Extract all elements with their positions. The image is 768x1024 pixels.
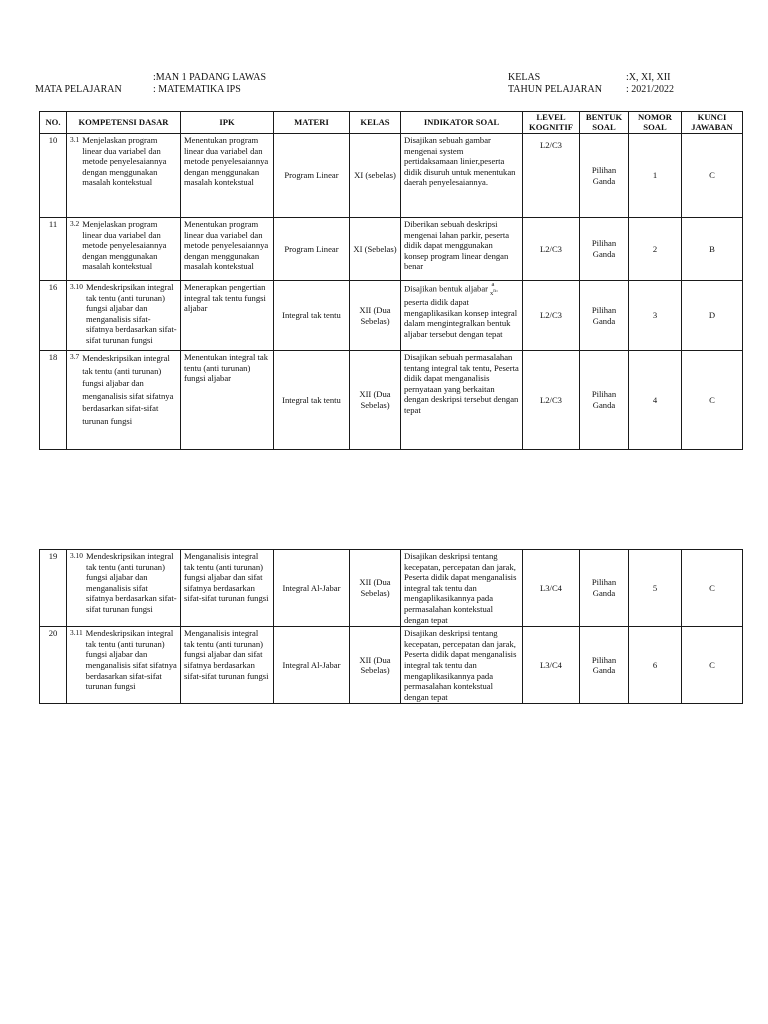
row-kelas: XII (Dua Sebelas) [350,627,401,704]
row-indikator: Disajikan bentuk aljabar a $x^n$. peserta didik dapat mengaplikasikan konsep integral dalam mengintegralkan bentuk aljabar tersebut dengan tepat [401,281,523,351]
row-nomor: 2 [629,218,682,281]
table-row [40,218,743,281]
year-value: : 2021/2022 [626,84,675,95]
kd-number: 3.7 [70,352,80,361]
row-kd [67,134,181,218]
kd-text: Mendeskripsikan integral tak tentu (anti turunan) fungsi aljabar dan menganalisis sifat sifatnya berdasarkan sifat-sifat turunan fungsi [85,551,177,614]
subject-label: MATA PELAJARAN [35,84,122,95]
row-level: L3/C4 [523,627,580,704]
row-indikator: Disajikan deskripsi tentang kecepatan, percepatan dan jarak, Peserta didik dapat menganalisis integral tak tentu dan mengaplikasikannya pada permasalahan kontekstual dengan tepat [401,627,523,704]
subject-value: : MATEMATIKA IPS [153,84,241,95]
kd-text: Mendeskripsikan integral tak tentu (anti turunan) fungsi aljabar dan menganalisis sifat sifatnya berdasarkan sifat-sifat turunan fungsi [82,353,174,426]
row-nomor: 5 [629,550,682,627]
question-grid-table [39,111,743,450]
row-kd [67,218,181,281]
row-kelas: XII (Dua Sebelas) [350,351,401,450]
col-header-level: LEVEL KOGNITIF [523,112,580,134]
row-materi: Program Linear [274,134,350,218]
row-bentuk: Pilihan Ganda [580,218,629,281]
fraction-expression [490,282,496,297]
row-materi: Integral Al-Jabar [274,550,350,627]
school-value: :MAN 1 PADANG LAWAS [153,72,267,83]
row-no: 18 [40,351,67,450]
question-grid-table-continued [39,549,743,704]
row-kunci: C [682,351,743,450]
row-materi: Integral tak tentu [274,351,350,450]
row-ipk: Menentukan integral tak tentu (anti turunan) fungsi aljabar [181,351,274,450]
col-header-indikator: INDIKATOR SOAL [401,112,523,134]
row-kunci: C [682,134,743,218]
kd-number: 3.2 [70,219,80,228]
row-kd [67,281,181,351]
row-nomor: 1 [629,134,682,218]
row-kd [67,351,181,450]
row-indikator: Diberikan sebuah deskripsi mengenai lahan parkir, peserta didik dapat menggunakan konsep program linear dengan benar [401,218,523,281]
col-header-bentuk: BENTUK SOAL [580,112,629,134]
row-materi: Integral tak tentu [274,281,350,351]
col-header-materi: MATERI [274,112,350,134]
table-row [40,627,743,704]
indikator-prefix: Disajikan bentuk aljabar [404,283,488,294]
row-nomor: 6 [629,627,682,704]
row-nomor: 3 [629,281,682,351]
fraction-denominator: x [490,290,494,298]
row-kelas: XII (Dua Sebelas) [350,550,401,627]
row-level: L2/C3 [523,134,580,218]
row-kelas: XI (Sebelas) [350,218,401,281]
row-indikator: Disajikan sebuah gambar mengenai system pertidaksamaan linier,peserta didik disuruh untuk menentukan daerah penyelesaiannya. [401,134,523,218]
row-no: 16 [40,281,67,351]
row-no: 20 [40,627,67,704]
row-materi: Integral Al-Jabar [274,627,350,704]
row-kunci: B [682,218,743,281]
kd-number: 3.1 [70,135,80,144]
row-bentuk: Pilihan Ganda [580,550,629,627]
col-header-no: NO. [40,112,67,134]
col-header-kelas: KELAS [350,112,401,134]
table-row [40,351,743,450]
indikator-text: peserta didik dapat mengaplikasikan konsep integral dalam mengintegralkan bentuk aljabar tersebut dengan tepat [404,297,518,339]
kd-text: Mendeskripsikan integral tak tentu (anti turunan) fungsi aljabar dan menganalisis sifat-sifatnya berdasarkan sifat-sifat turunan fungsi [85,282,177,345]
row-level: L2/C3 [523,351,580,450]
kd-number: 3.10 [70,282,83,291]
row-nomor: 4 [629,351,682,450]
row-indikator: Disajikan sebuah permasalahan tentang integral tak tentu, Peserta didik dapat menganalisis pernyataan yang berkaitan dengan deskripsi tersebut dengan tepat [401,351,523,450]
row-bentuk: Pilihan Ganda [580,134,629,218]
kd-number: 3.10 [70,551,83,560]
row-ipk: Menentukan program linear dua variabel dan metode penyelesaiannya dengan menggunakan masalah kontekstual [181,134,274,218]
row-no: 10 [40,134,67,218]
row-kunci: D [682,281,743,351]
row-kunci: C [682,550,743,627]
fraction-numerator: a [491,281,495,288]
table-row [40,281,743,351]
row-materi: Program Linear [274,218,350,281]
row-indikator: Disajikan deskripsi tentang kecepatan, percepatan dan jarak, Peserta didik dapat menganalisis integral tak tentu dan mengaplikasikannya pada permasalahan kontekstual dengan tepat [401,550,523,627]
row-kunci: C [682,627,743,704]
row-kd [67,550,181,627]
table-row [40,550,743,627]
row-no: 11 [40,218,67,281]
row-ipk: Menerapkan pengertian integral tak tentu fungsi aljabar [181,281,274,351]
row-bentuk: Pilihan Ganda [580,627,629,704]
class-label: KELAS [508,72,541,83]
row-ipk: Menganalisis integral tak tentu (anti turunan) fungsi aljabar dan sifat sifatnya berdasarkan sifat-sifat turunan fungsi [181,627,274,704]
row-bentuk: Pilihan Ganda [580,351,629,450]
row-level: L3/C4 [523,550,580,627]
col-header-ipk: IPK [181,112,274,134]
fraction-exponent: n [493,288,496,294]
row-no: 19 [40,550,67,627]
row-kd [67,627,181,704]
kd-text: Mendeskripsikan integral tak tentu (anti turunan) fungsi aljabar dan menganalisis sifat sifatnya berdasarkan sifat-sifat turunan fungsi [85,628,177,692]
row-kelas: XII (Dua Sebelas) [350,281,401,351]
kd-text: Menjelaskan program linear dua variabel dan metode penyelesaiannya dengan menggunakan masalah kontekstual [82,135,167,188]
year-label: TAHUN PELAJARAN [508,84,602,95]
col-header-kunci: KUNCI JAWABAN [682,112,743,134]
row-kelas: XI (sebelas) [350,134,401,218]
table-row [40,134,743,218]
kd-text: Menjelaskan program linear dua variabel dan metode penyelesaiannya dengan menggunakan masalah kontekstual [82,219,167,272]
row-bentuk: Pilihan Ganda [580,281,629,351]
header-row [40,112,743,134]
row-level: L2/C3 [523,218,580,281]
col-header-nomor: NOMOR SOAL [629,112,682,134]
row-ipk: Menentukan program linear dua variabel dan metode penyelesaiannya dengan menggunakan masalah kontekstual [181,218,274,281]
class-value: :X, XI, XII [626,72,671,83]
row-ipk: Menganalisis integral tak tentu (anti turunan) fungsi aljabar dan sifat sifatnya berdasarkan sifat-sifat turunan fungsi [181,550,274,627]
kd-number: 3.11 [70,628,83,638]
col-header-kd: KOMPETENSI DASAR [67,112,181,134]
row-level: L2/C3 [523,281,580,351]
